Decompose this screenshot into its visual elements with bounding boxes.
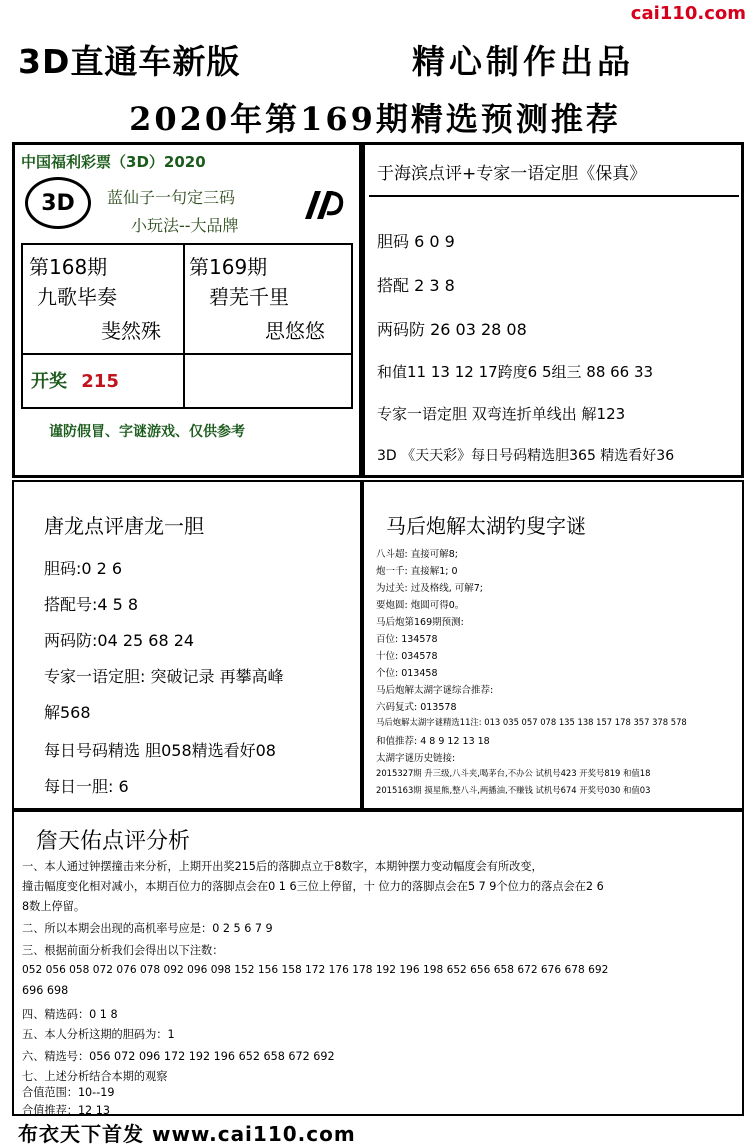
zhantianyou-line: 七、上述分析结合本期的观察 — [22, 1070, 168, 1083]
tanglong-line: 每日号码精选 胆058精选看好08 — [44, 741, 276, 760]
brand-text: cai110.com — [630, 2, 746, 24]
mahoupao-line: 六码复式: 013578 — [376, 702, 457, 713]
zhantianyou-box — [12, 810, 744, 1116]
zhantianyou-line: 合值范围：10--19 — [22, 1086, 115, 1099]
zhantianyou-line: 四、精选码：0 1 8 — [22, 1008, 118, 1021]
mahoupao-title: 马后炮解太湖钓叟字谜 — [386, 514, 586, 538]
tanglong-line: 两码防:04 25 68 24 — [44, 631, 195, 650]
mahoupao-line: 要炮圆: 炮圆可得0。 — [376, 600, 465, 611]
lottery-card — [12, 142, 362, 478]
mahoupao-line: 马后炮解太湖字谜综合推荐: — [376, 685, 494, 696]
expert-box — [362, 142, 744, 478]
header-right-title: 精心制作出品 — [412, 42, 634, 81]
expert-line: 3D 《天天彩》每日号码精选胆365 精选看好36 — [377, 448, 675, 464]
mahoupao-box — [362, 480, 744, 810]
cur-riddle-line-1: 碧芜千里 — [209, 285, 289, 309]
tanglong-line: 专家一语定胆: 突破记录 再攀高峰 — [44, 667, 284, 686]
zhantianyou-line: 六、精选号：056 072 096 172 192 196 652 658 672 692 — [22, 1050, 335, 1063]
expert-line: 胆码 6 0 9 — [377, 232, 455, 251]
mahoupao-line: 和值推荐: 4 8 9 12 13 18 — [376, 736, 490, 747]
mahoupao-line: 2015163期 摸星熊,整八斗,两播油,不赚钱 试机号674 开奖号030 和值03 — [376, 785, 651, 795]
zhantianyou-line: 一、本人通过钟摆撞击来分析，上期开出奖215后的落脚点立于8数字，本期钟摆力变动幅度会有所改变， — [22, 860, 543, 873]
draw-label-text: 开奖 — [31, 371, 67, 392]
brand-logo[interactable] — [628, 0, 750, 26]
prev-riddle-line-1: 九歌毕奏 — [37, 285, 117, 309]
tanglong-line: 胆码:0 2 6 — [44, 559, 123, 578]
footer-text[interactable]: 布衣天下首发 www.cai110.com — [18, 1122, 356, 1146]
zhantianyou-line: 三、根据前面分析我们会得出以下注数： — [22, 944, 224, 957]
page-subtitle: 2020年第169期精选预测推荐 — [129, 100, 621, 138]
3d-logo-icon — [25, 177, 91, 229]
expert-line: 专家一语定胆 双弯连折单线出 解123 — [377, 405, 626, 423]
issue-grid — [21, 243, 353, 409]
header-left-title: 3D直通车新版 — [18, 42, 241, 81]
mahoupao-line: 马后炮第169期预测: — [376, 617, 464, 628]
mahoupao-line: 个位: 013458 — [376, 668, 438, 679]
footer-bar — [0, 1114, 750, 1144]
zhantianyou-line: 撞击幅度变化相对减小，本期百位力的落脚点会在0 1 6三位上停留，十 位力的落脚点会在5 7 9个位力的落点会在2 6 — [22, 880, 604, 893]
tanglong-line: 每日一胆: 6 — [44, 777, 129, 796]
welfare-lottery-logo-icon — [301, 185, 345, 229]
tanglong-title: 唐龙点评唐龙一胆 — [44, 514, 204, 538]
lottery-slogan-2: 小玩法--大品牌 — [131, 216, 239, 235]
mahoupao-line: 2015327期 升三级,八斗夹,喝茅台,不办公 试机号423 开奖号819 和值18 — [376, 768, 651, 778]
lottery-card-top-label: 中国福利彩票（3D）2020 — [21, 153, 206, 171]
3d-logo-text: 3D — [41, 190, 75, 216]
prev-issue-label: 第168期 — [29, 255, 108, 279]
mahoupao-line: 八斗超: 直接可解8; — [376, 549, 458, 560]
mahoupao-line: 太湖字谜历史链接: — [376, 753, 456, 764]
mahoupao-line: 百位: 134578 — [376, 634, 438, 645]
mahoupao-line: 炮一千: 直接解1; 0 — [376, 566, 458, 577]
lottery-slogan-1: 蓝仙子一句定三码 — [107, 188, 236, 207]
mahoupao-line: 十位: 034578 — [376, 651, 438, 662]
mahoupao-line: 为过关: 过及格线, 可解7; — [376, 583, 484, 594]
expert-line: 两码防 26 03 28 08 — [377, 320, 527, 339]
draw-label — [31, 367, 119, 393]
zhantianyou-line: 052 056 058 072 076 078 092 096 098 152 156 158 172 176 178 192 196 198 652 656 658 672 676 678 692 — [22, 964, 609, 976]
zhantianyou-line: 696 698 — [22, 984, 69, 997]
zhantianyou-title: 詹天佑点评分析 — [36, 829, 191, 854]
cur-issue-label: 第169期 — [189, 255, 268, 279]
tanglong-box — [12, 480, 362, 810]
zhantianyou-line: 五、本人分析这期的胆码为：1 — [22, 1028, 175, 1041]
zhantianyou-line: 合值推荐：12 13 — [22, 1104, 110, 1117]
expert-line: 搭配 2 3 8 — [377, 276, 455, 295]
expert-title: 于海滨点评+专家一语定胆《保真》 — [377, 164, 647, 184]
expert-line: 和值11 13 12 17跨度6 5组三 88 66 33 — [377, 363, 654, 381]
prev-riddle-line-2: 斐然殊 — [101, 319, 161, 343]
lottery-card-footer: 谨防假冒、字谜游戏、仅供参考 — [49, 424, 245, 440]
tanglong-line: 解568 — [44, 703, 91, 722]
mahoupao-line: 马后炮解太湖字谜精选11注: 013 035 057 078 135 138 157 178 357 378 578 — [376, 717, 687, 727]
cur-riddle-line-2: 思悠悠 — [265, 319, 325, 343]
draw-value: 215 — [81, 371, 119, 392]
tanglong-line: 搭配号:4 5 8 — [44, 595, 139, 614]
zhantianyou-line: 二、所以本期会出现的高机率号应是：0 2 5 6 7 9 — [22, 922, 273, 935]
zhantianyou-line: 8数上停留。 — [22, 900, 86, 913]
